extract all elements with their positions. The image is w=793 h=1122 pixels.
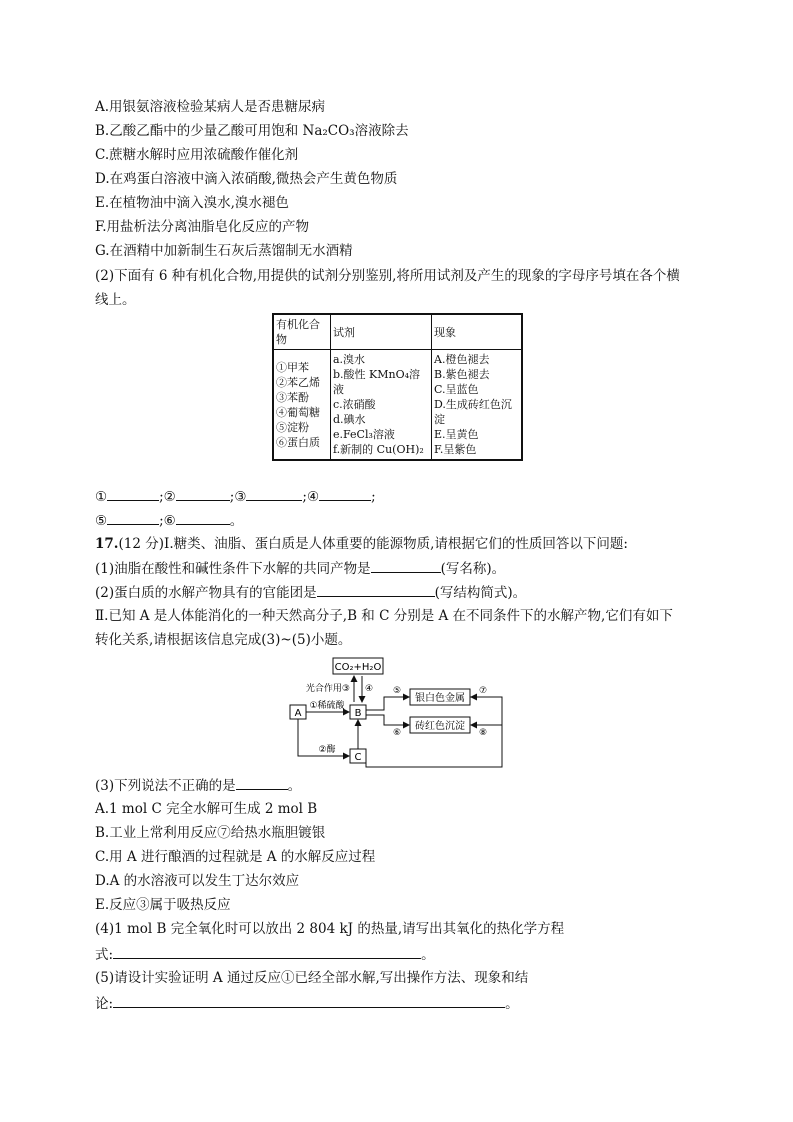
q17-sub1-blank[interactable] xyxy=(371,559,441,573)
arrow-5-label: ⑤ xyxy=(392,686,402,696)
answer-blank-6[interactable] xyxy=(176,511,230,525)
q3-option-a: A.1 mol C 完全水解可生成 2 mol B xyxy=(95,801,318,817)
brick-red-label: 砖红色沉淀 xyxy=(415,721,465,732)
q17-sub2 xyxy=(95,583,526,602)
reagent-item: e.FeCl₃溶液 xyxy=(333,428,395,441)
reagent-item: b.酸性 KMnO₄溶液 xyxy=(333,368,421,396)
b-label: B xyxy=(354,708,362,719)
acid-label: ①稀硫酸 xyxy=(309,701,345,711)
reagent-item: a.溴水 xyxy=(333,353,366,366)
option-d: D.在鸡蛋白溶液中滴入浓硝酸,微热会产生黄色物质 xyxy=(95,171,398,187)
transformation-diagram xyxy=(280,655,510,771)
q17-sub2-text: (2)蛋白质的水解产物具有的官能团是 xyxy=(95,585,317,601)
a-label: A xyxy=(294,708,302,719)
phenomenon-item: A.橙色褪去 xyxy=(434,353,490,366)
q4-prefix: 式: xyxy=(95,947,114,963)
phenomenon-item: D.生成砖红色沉淀 xyxy=(434,398,512,426)
arrow-7-label: ⑦ xyxy=(478,686,488,696)
answer-label-4: ;④ xyxy=(302,489,320,505)
compound-item: ⑥蛋白质 xyxy=(276,435,320,449)
q3-option-d: D.A 的水溶液可以发生丁达尔效应 xyxy=(95,873,300,889)
reagent-item: f.新制的 Cu(OH)₂ xyxy=(333,443,424,456)
header-reagent: 试剂 xyxy=(331,314,432,350)
header-compound: 有机化合物 xyxy=(273,314,331,350)
phenomenon-list xyxy=(432,350,523,461)
c-label: C xyxy=(354,752,362,763)
q4-blank[interactable] xyxy=(113,945,421,959)
answer-label-5: ⑤ xyxy=(95,513,108,529)
option-a: A.用银氨溶液检验某病人是否患糖尿病 xyxy=(95,99,326,115)
enzyme-label: ②酶 xyxy=(318,745,336,755)
arrow-8-label: ⑧ xyxy=(478,728,488,738)
silver-metal-label: 银白色金属 xyxy=(415,693,465,704)
compound-item: ⑤淀粉 xyxy=(276,420,309,434)
answer-blank-4[interactable] xyxy=(319,487,371,501)
q2-stem-line2: 线上。 xyxy=(95,292,136,308)
q17-intro xyxy=(95,535,628,553)
answer-end-1: ; xyxy=(371,489,376,505)
arrow-5 xyxy=(366,697,409,710)
phenomenon-item: B.紫色褪去 xyxy=(434,368,490,381)
q17-part2-line1: Ⅱ.已知 A 是人体能消化的一种天然高分子,B 和 C 分别是 A 在不同条件下的水解产物,它们有如下 xyxy=(95,608,673,624)
compound-item: ③苯酚 xyxy=(276,390,309,404)
q17-sub2-blank[interactable] xyxy=(317,583,435,597)
photosynthesis-label: 光合作用③ xyxy=(305,684,350,694)
arrow-6 xyxy=(366,715,409,725)
question-number: 17. xyxy=(95,536,119,552)
answer-blank-3[interactable] xyxy=(246,487,302,501)
option-g: G.在酒精中加新制生石灰后蒸馏制无水酒精 xyxy=(95,243,353,259)
option-e: E.在植物油中滴入溴水,溴水褪色 xyxy=(95,195,289,211)
q5-line2 xyxy=(95,994,519,1013)
q3-option-e: E.反应③属于吸热反应 xyxy=(95,897,231,913)
phenomenon-item: E.呈黄色 xyxy=(434,428,479,441)
answer-blank-1[interactable] xyxy=(107,487,159,501)
identification-table xyxy=(272,313,523,461)
reagent-item: c.浓硝酸 xyxy=(333,398,376,411)
q3-blank[interactable] xyxy=(236,776,288,790)
reagent-list xyxy=(331,350,432,461)
header-phenomenon: 现象 xyxy=(432,314,523,350)
q17-part2-line2: 转化关系,请根据该信息完成(3)~(5)小题。 xyxy=(95,632,352,648)
answer-line-1 xyxy=(95,487,376,506)
q3-stem-text: (3)下列说法不正确的是 xyxy=(95,778,236,794)
option-b: B.乙酸乙酯中的少量乙酸可用饱和 Na₂CO₃溶液除去 xyxy=(95,123,409,139)
q4-line1: (4)1 mol B 完全氧化时可以放出 2 804 kJ 的热量,请写出其氧化的热化学方程 xyxy=(95,921,565,937)
arrow-6-label: ⑥ xyxy=(392,728,402,738)
q3-stem xyxy=(95,776,301,795)
answer-blank-5[interactable] xyxy=(107,511,159,525)
phenomenon-item: F.呈紫色 xyxy=(434,443,477,456)
compound-item: ①甲苯 xyxy=(276,360,309,374)
option-c: C.蔗糖水解时应用浓硫酸作催化剂 xyxy=(95,147,299,163)
q5-line1: (5)请设计实验证明 A 通过反应①已经全部水解,写出操作方法、现象和结 xyxy=(95,970,529,986)
q2-stem-line1: (2)下面有 6 种有机化合物,用提供的试剂分别鉴别,将所用试剂及产生的现象的字母序号填在各个横 xyxy=(95,268,680,284)
compound-item: ②苯乙烯 xyxy=(276,375,320,389)
answer-label-2: ;② xyxy=(159,489,176,505)
q3-stem-end: 。 xyxy=(287,778,302,794)
q17-sub1-suffix: (写名称)。 xyxy=(440,561,506,577)
q4-line2 xyxy=(95,945,435,964)
reagent-item: d.碘水 xyxy=(333,413,366,426)
q5-prefix: 论: xyxy=(95,996,114,1012)
answer-blank-2[interactable] xyxy=(176,487,230,501)
compound-list xyxy=(273,350,331,461)
co2-h2o-label: CO₂+H₂O xyxy=(334,662,382,673)
answer-line-2 xyxy=(95,511,243,530)
q17-sub1 xyxy=(95,559,505,578)
q3-option-c: C.用 A 进行酿酒的过程就是 A 的水解反应过程 xyxy=(95,849,376,865)
q17-intro-text: (12 分)Ⅰ.糖类、油脂、蛋白质是人体重要的能源物质,请根据它们的性质回答以下问题: xyxy=(118,536,628,552)
answer-label-1: ① xyxy=(95,489,108,505)
answer-end-2: 。 xyxy=(229,513,244,529)
phenomenon-item: C.呈蓝色 xyxy=(434,383,479,396)
q17-sub1-text: (1)油脂在酸性和碱性条件下水解的共同产物是 xyxy=(95,561,371,577)
q5-blank[interactable] xyxy=(113,994,505,1008)
arrow-4-label: ④ xyxy=(365,684,374,694)
option-f: F.用盐析法分离油脂皂化反应的产物 xyxy=(95,219,310,235)
q17-sub2-suffix: (写结构简式)。 xyxy=(434,585,527,601)
q3-option-b: B.工业上常利用反应⑦给热水瓶胆镀银 xyxy=(95,825,326,841)
q4-end: 。 xyxy=(421,947,435,963)
q5-end: 。 xyxy=(505,996,519,1012)
answer-label-3: ;③ xyxy=(229,489,247,505)
answer-label-6: ;⑥ xyxy=(159,513,176,529)
compound-item: ④葡萄糖 xyxy=(276,405,320,419)
